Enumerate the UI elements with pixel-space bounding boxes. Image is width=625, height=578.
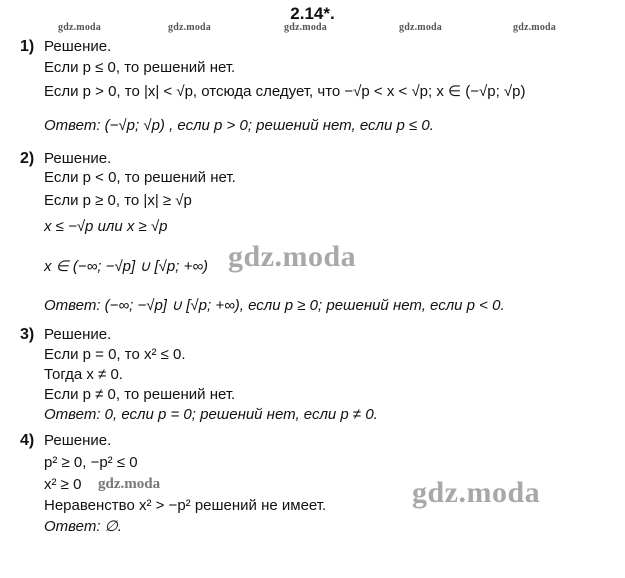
math-line: Если p ≠ 0, то решений нет.	[44, 386, 236, 403]
answer-line: Ответ: (−√p; √p) , если p > 0; решений нет, если p ≤ 0.	[44, 117, 434, 134]
solution-heading: Решение.	[44, 326, 112, 343]
solution-heading: Решение.	[44, 38, 112, 55]
solution-heading: Решение.	[44, 432, 112, 449]
watermark-small: gdz.moda	[98, 476, 161, 492]
watermark: gdz.moda	[58, 22, 101, 33]
page-title: 2.14*.	[290, 4, 335, 23]
section-number: 2)	[20, 150, 35, 167]
math-line: Тогда x ≠ 0.	[44, 366, 123, 383]
watermark-large: gdz.moda	[412, 476, 541, 509]
section-number: 4)	[20, 432, 35, 449]
section-number: 3)	[20, 326, 35, 343]
math-line: Если p ≥ 0, то |x| ≥ √p	[44, 192, 192, 209]
answer-line: Ответ: ∅.	[44, 518, 122, 535]
section-number: 1)	[20, 38, 35, 55]
watermark: gdz.moda	[513, 22, 556, 33]
watermark: gdz.moda	[399, 22, 442, 33]
math-line: x ≤ −√p или x ≥ √p	[44, 218, 168, 235]
watermark: gdz.moda	[284, 22, 327, 33]
watermark: gdz.moda	[168, 22, 211, 33]
math-line: Если p = 0, то x² ≤ 0.	[44, 346, 186, 363]
answer-line: Ответ: (−∞; −√p] ∪ [√p; +∞), если p ≥ 0; решений нет, если p < 0.	[44, 297, 505, 314]
math-line: Если p ≤ 0, то решений нет.	[44, 59, 236, 76]
math-line: Если p > 0, то |x| < √p, отсюда следует, что −√p < x < √p; x ∈ (−√p; √p)	[44, 83, 526, 100]
math-line: p² ≥ 0, −p² ≤ 0	[44, 454, 138, 471]
math-line: x² ≥ 0	[44, 476, 82, 493]
solution-heading: Решение.	[44, 150, 112, 167]
answer-line: Ответ: 0, если p = 0; решений нет, если p ≠ 0.	[44, 406, 378, 423]
math-line: Неравенство x² > −p² решений не имеет.	[44, 497, 327, 514]
watermark-large: gdz.moda	[228, 240, 357, 273]
math-line: x ∈ (−∞; −√p] ∪ [√p; +∞)	[44, 258, 209, 275]
math-line: Если p < 0, то решений нет.	[44, 169, 236, 186]
